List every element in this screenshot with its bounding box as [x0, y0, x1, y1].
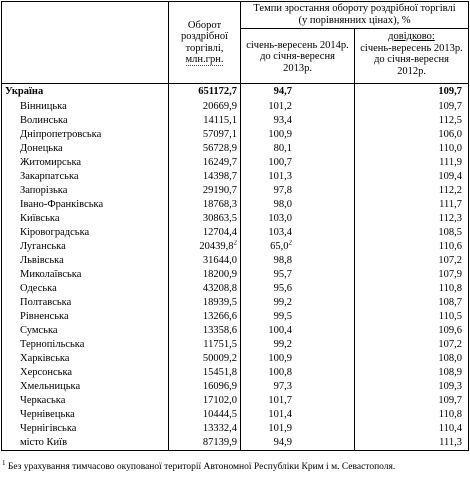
subheader-2013-line2: січень-вересень 2013р. [360, 42, 463, 54]
table-row [2, 142, 469, 156]
turnover-value-text: 18200,9 [202, 269, 237, 280]
growth-2013-value-text: 112,3 [438, 213, 463, 224]
turnover-value-text: 30863,5 [202, 213, 237, 224]
footnote-marker: 1 [2, 458, 6, 467]
region-name-text: Полтавська [20, 297, 72, 308]
growth-2014-value [241, 142, 355, 156]
region-name [2, 212, 169, 226]
growth-2014-value [241, 436, 355, 451]
growth-2013-value-text: 109,4 [438, 171, 463, 182]
turnover-value-text: 14115,1 [203, 115, 237, 126]
header-row-1 [2, 2, 469, 29]
region-name [2, 184, 169, 198]
turnover-value [169, 338, 241, 352]
growth-2013-value-text: 110,8 [438, 409, 463, 420]
growth-2014-value-text: 65,0 [270, 241, 289, 252]
growth-2013-value-text: 109,7 [438, 101, 463, 112]
turnover-value-text: 50009,2 [202, 353, 237, 364]
turnover-value [169, 114, 241, 128]
growth-2014-value-text: 99,5 [273, 311, 292, 322]
growth-2014-value [241, 310, 355, 324]
table-row [2, 226, 469, 240]
growth-2014-value-text: 100,4 [268, 325, 292, 336]
region-name [2, 408, 169, 422]
growth-2014-value [241, 254, 355, 268]
region-rows [2, 100, 469, 451]
turnover-value-text: 20669,9 [202, 101, 237, 112]
turnover-value [169, 100, 241, 114]
region-name [2, 282, 169, 296]
turnover-header-line4: млн.грн. [185, 54, 224, 65]
growth-2013-value-text: 109,3 [438, 381, 463, 392]
region-name-text: Житомирська [20, 157, 82, 168]
turnover-value-text: 14398,7 [202, 171, 237, 182]
turnover-header-line2: роздрібної [180, 31, 229, 42]
growth-2014-value [241, 380, 355, 394]
subheader-2014-line1: січень-вересень 2014р. [246, 39, 349, 51]
region-column-header [2, 2, 169, 84]
growth-2014-value-text: 101,3 [268, 171, 292, 182]
table-row [2, 366, 469, 380]
turnover-value [169, 436, 241, 451]
table-row [2, 114, 469, 128]
table-body [2, 84, 469, 101]
growth-2013-value-text: 111,3 [439, 437, 463, 448]
growth-2013-value-text: 112,2 [438, 185, 463, 196]
growth-2014-value-text: 99,2 [273, 297, 292, 308]
retail-turnover-table [1, 1, 469, 451]
turnover-value [169, 380, 241, 394]
turnover-value [169, 226, 241, 240]
turnover-value-text: 11751,5 [203, 339, 237, 350]
growth-2013-value [355, 114, 469, 128]
turnover-value-text: 17102,0 [202, 395, 237, 406]
growth-2014-value-text: 101,4 [268, 409, 292, 420]
table-row [2, 408, 469, 422]
region-name [2, 352, 169, 366]
turnover-value [169, 142, 241, 156]
growth-2013-value [355, 324, 469, 338]
growth-2013-value [355, 310, 469, 324]
growth-2013-value [355, 268, 469, 282]
table-row [2, 100, 469, 114]
region-name [2, 226, 169, 240]
turnover-value-text: 13266,6 [202, 311, 237, 322]
growth-2014-value-text: 95,6 [273, 283, 292, 294]
growth-2013-value [355, 170, 469, 184]
growth-2014-value [241, 296, 355, 310]
growth-2013-value [355, 142, 469, 156]
region-name-text: Київська [20, 213, 60, 224]
turnover-header-line3: торгівлі, [185, 42, 224, 54]
growth-2014-value-text: 103,4 [268, 227, 292, 238]
turnover-value [169, 394, 241, 408]
footnote-reference: 2 [233, 240, 237, 247]
turnover-value-text: 56728,9 [202, 143, 237, 154]
growth-2013-value [355, 240, 469, 254]
turnover-value [169, 324, 241, 338]
growth-2013-value-text: 109,7 [438, 395, 463, 406]
growth-2013-value [355, 198, 469, 212]
growth-2014-value-text: 80,1 [273, 143, 292, 154]
growth-2013-value [355, 296, 469, 310]
turnover-value [169, 184, 241, 198]
subheader-2014 [241, 29, 355, 84]
growth-2014-value [241, 226, 355, 240]
region-name-text: Хмельницька [20, 381, 81, 392]
region-name-text: Вінницька [20, 101, 67, 112]
growth-2013-value-text: 108,7 [438, 297, 463, 308]
turnover-value [169, 422, 241, 436]
region-name [2, 114, 169, 128]
subheader-2014-line3: 2013р. [283, 62, 312, 74]
table-row [2, 296, 469, 310]
footnote-reference: 2 [288, 240, 292, 247]
region-name-text: Рівненська [20, 311, 69, 322]
growth-2014-value-text: 97,3 [273, 381, 292, 392]
turnover-value [169, 296, 241, 310]
region-name [2, 128, 169, 142]
region-name-text: Чернівецька [20, 409, 75, 420]
table-row [2, 352, 469, 366]
region-name [2, 310, 169, 324]
turnover-value-text: 29190,7 [202, 185, 237, 196]
growth-2014-value-text: 98,8 [273, 255, 292, 266]
growth-2014-value [241, 128, 355, 142]
growth-2014-value-text: 99,2 [273, 339, 292, 350]
turnover-value-text: 16096,9 [202, 381, 237, 392]
table-row [2, 170, 469, 184]
growth-2014-value-text: 101,7 [268, 395, 292, 406]
region-name-text: Донецька [20, 143, 63, 154]
growth-2013-value [355, 128, 469, 142]
growth-2013-value-text: 106,0 [438, 129, 463, 140]
growth-2013-value-text: 111,7 [439, 199, 463, 210]
growth-header-line1: Темпи зростання обороту роздрібної торгівлі [253, 3, 456, 14]
growth-2013-value [355, 184, 469, 198]
growth-2014-value [241, 212, 355, 226]
turnover-value-text: 13332,4 [202, 423, 237, 434]
growth-2013-value-text: 107,9 [438, 269, 463, 280]
growth-2014-value [241, 282, 355, 296]
table-row [2, 282, 469, 296]
region-name [2, 198, 169, 212]
turnover-value [169, 310, 241, 324]
growth-2013-value [355, 226, 469, 240]
region-name-text: Черкаська [20, 395, 66, 406]
turnover-value-text: 20439,8 [199, 241, 234, 252]
growth-2013-value-text: 110,4 [438, 423, 463, 434]
table-row [2, 156, 469, 170]
growth-2013-value-text: 110,6 [438, 241, 463, 252]
growth-2014-value [241, 268, 355, 282]
turnover-value: 651172,7 [169, 84, 241, 101]
turnover-value [169, 128, 241, 142]
turnover-value-text: 12704,4 [202, 227, 237, 238]
growth-2014-value-text: 100,7 [268, 157, 292, 168]
region-name-text: Львівська [20, 255, 64, 266]
growth-2013-value [355, 282, 469, 296]
growth-2013-value [355, 156, 469, 170]
turnover-value [169, 282, 241, 296]
region-name [2, 380, 169, 394]
turnover-value-text: 87139,9 [202, 437, 237, 448]
table-row [2, 198, 469, 212]
growth-2014-value-text: 94,9 [273, 437, 292, 448]
growth-2014-value [241, 240, 355, 254]
growth-2013-value-text: 111,9 [439, 157, 463, 168]
table-row [2, 436, 469, 451]
growth-2014-value [241, 198, 355, 212]
growth-2013-value-text: 110,8 [438, 283, 463, 294]
growth-2014-value-text: 101,2 [268, 101, 292, 112]
region-name-text: Херсонська [20, 367, 73, 378]
region-name [2, 366, 169, 380]
growth-2013-value-text: 109,6 [438, 325, 463, 336]
table-row [2, 268, 469, 282]
region-name: Україна [2, 84, 169, 101]
growth-2014-value-text: 93,4 [273, 115, 292, 126]
turnover-value-text: 15451,8 [202, 367, 237, 378]
region-name-text: Запорізька [20, 185, 68, 196]
growth-2014-value [241, 100, 355, 114]
region-name-text: Закарпатська [20, 171, 79, 182]
growth-2014-value-text: 100,8 [268, 367, 292, 378]
turnover-value [169, 212, 241, 226]
growth-2013-value-text: 108,0 [438, 353, 463, 364]
growth-2014-value [241, 352, 355, 366]
table-row [2, 240, 469, 254]
region-name-text: Тернопільська [20, 339, 85, 350]
region-name [2, 324, 169, 338]
turnover-value-text: 13358,6 [202, 325, 237, 336]
table-row [2, 254, 469, 268]
growth-2013-value [355, 394, 469, 408]
region-name [2, 436, 169, 451]
subheader-2014-line2: до січня-вересня [260, 51, 335, 63]
growth-2013-value-text: 110,5 [438, 311, 463, 322]
growth-2014-value-text: 100,9 [268, 129, 292, 140]
region-name [2, 254, 169, 268]
growth-2014-value [241, 408, 355, 422]
growth-2014-value [241, 184, 355, 198]
growth-2013-value-text: 108,5 [438, 227, 463, 238]
turnover-value [169, 254, 241, 268]
table-header [2, 2, 469, 84]
subheader-2013-line1: довідково: [388, 31, 435, 42]
table-row [2, 422, 469, 436]
region-name-text: Волинська [20, 115, 68, 126]
turnover-value [169, 408, 241, 422]
growth-2013-value [355, 366, 469, 380]
region-name-text: Одеська [20, 283, 57, 294]
growth-2013-value-text: 107,2 [438, 339, 463, 350]
growth-2013-value-text: 107,2 [438, 255, 463, 266]
subheader-2013 [355, 29, 469, 84]
growth-2013-value-text: 110,0 [438, 143, 463, 154]
retail-turnover-sheet [1, 1, 468, 451]
region-name-text: Чернігівська [20, 423, 77, 434]
turnover-value [169, 198, 241, 212]
turnover-value-text: 18768,3 [202, 199, 237, 210]
region-name [2, 394, 169, 408]
region-name [2, 156, 169, 170]
turnover-value-text: 57097,1 [202, 129, 237, 140]
region-name-text: Івано-Франківська [20, 199, 104, 210]
turnover-value [169, 156, 241, 170]
growth-2014-value-text: 97,8 [273, 185, 292, 196]
growth-2013-value [355, 422, 469, 436]
table-row [2, 338, 469, 352]
table-row [2, 324, 469, 338]
turnover-value-text: 16249,7 [202, 157, 237, 168]
subheader-2013-line4: 2012р. [397, 65, 426, 77]
growth-2014-value [241, 156, 355, 170]
region-name-text: Миколаївська [20, 269, 82, 280]
growth-2014-value: 94,7 [241, 84, 355, 101]
region-name [2, 422, 169, 436]
growth-2014-value-text: 100,9 [268, 353, 292, 364]
turnover-value [169, 170, 241, 184]
region-name-text: Луганська [20, 241, 66, 252]
table-row [2, 128, 469, 142]
growth-2013-value [355, 100, 469, 114]
growth-2013-value [355, 408, 469, 422]
region-name [2, 240, 169, 254]
table-row-total [2, 84, 469, 101]
table-row [2, 394, 469, 408]
turnover-value [169, 352, 241, 366]
region-name-text: Кіровоградська [20, 227, 90, 238]
region-name [2, 268, 169, 282]
region-name [2, 142, 169, 156]
growth-2014-value [241, 324, 355, 338]
table-row [2, 380, 469, 394]
turnover-value-text: 18939,5 [202, 297, 237, 308]
growth-2014-value-text: 101,9 [268, 423, 292, 434]
growth-2013-value [355, 212, 469, 226]
region-name [2, 100, 169, 114]
region-name [2, 338, 169, 352]
growth-2014-value [241, 114, 355, 128]
table-row [2, 310, 469, 324]
turnover-value [169, 240, 241, 254]
turnover-column-header [169, 2, 241, 84]
growth-2013-value [355, 352, 469, 366]
growth-2013-value [355, 380, 469, 394]
region-name-text: Дніпропетровська [20, 129, 102, 140]
growth-2013-value-text: 108,9 [438, 367, 463, 378]
growth-2014-value-text: 95,7 [273, 269, 292, 280]
growth-header-line2: (у порівнянних цінах), % [298, 14, 411, 26]
turnover-value [169, 366, 241, 380]
growth-2013-value: 109,7 [355, 84, 469, 101]
growth-2013-value-text: 112,5 [438, 115, 463, 126]
region-name [2, 296, 169, 310]
growth-2014-value-text: 98,0 [273, 199, 292, 210]
growth-2014-value [241, 422, 355, 436]
region-name-text: місто Київ [20, 437, 68, 448]
table-row [2, 184, 469, 198]
growth-2014-value [241, 170, 355, 184]
turnover-header-line1: Оборот [187, 19, 222, 31]
footnote-text: Без урахування тимчасово окупованої території Автономної Республіки Крим і м. Севастополя. [5, 462, 396, 472]
footnote [2, 458, 396, 472]
growth-2013-value [355, 254, 469, 268]
region-name-text: Сумська [20, 325, 58, 336]
region-name-text: Харківська [20, 353, 70, 364]
growth-2014-value [241, 394, 355, 408]
growth-2013-value [355, 338, 469, 352]
growth-2014-value [241, 366, 355, 380]
turnover-value [169, 268, 241, 282]
growth-2013-value [355, 436, 469, 451]
subheader-2013-line3: до січня-вересня [374, 54, 449, 65]
region-name [2, 170, 169, 184]
turnover-value-text: 43208,8 [202, 283, 237, 294]
turnover-value-text: 10444,5 [202, 409, 237, 420]
growth-column-header [241, 2, 469, 29]
growth-2014-value [241, 338, 355, 352]
turnover-value-text: 31644,0 [202, 255, 237, 266]
table-row [2, 212, 469, 226]
growth-2014-value-text: 103,0 [268, 213, 292, 224]
